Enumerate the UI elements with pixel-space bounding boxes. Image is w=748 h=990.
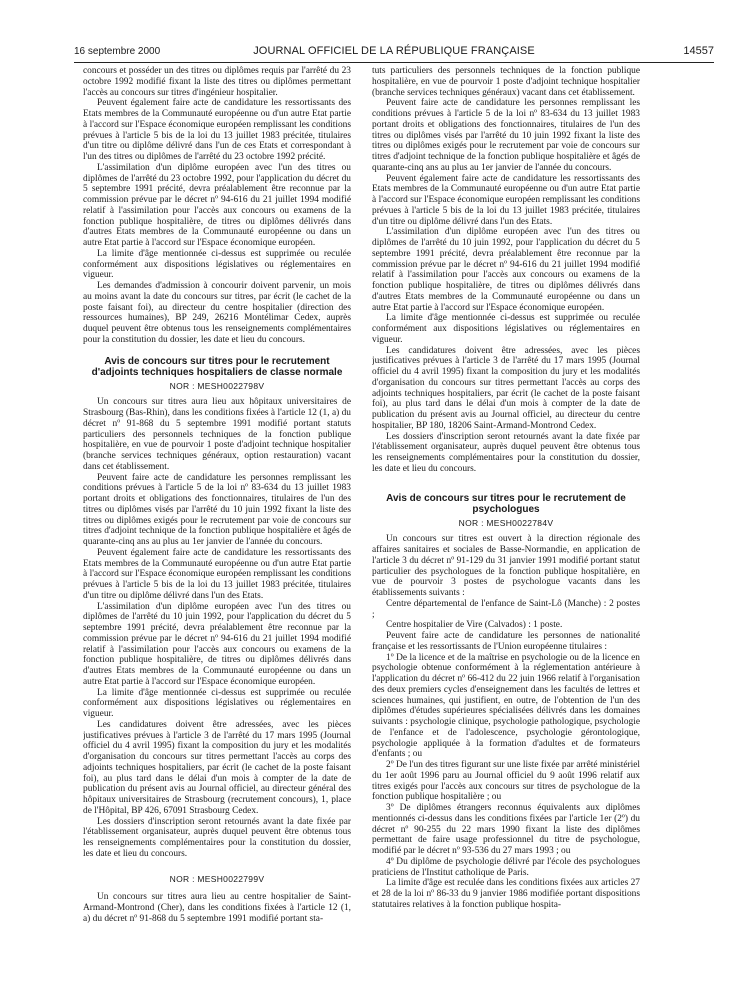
paragraph: Un concours sur titres aura lieu aux hôpitaux universitaires de Strasbourg (Bas-Rhin), dans les conditions fixées à l'article 12 (1, a) du décret nº 91-868 du 5 septembre 1991 modifié portant statuts particuliers des personnels techniques de la fonction publique hospitalière, en vue de pourvoir 1 poste d'adjoint technique hospitalier (branche services techniques généraux, option restauration) vacant dans cet établissement. — [83, 397, 351, 472]
paragraph: Un concours sur titres est ouvert à la direction régionale des affaires sanitaires et sociales de Basse-Normandie, en application de l'article 3 du décret nº 91-129 du 31 janvier 1991 modifié portant statut particulier des psychologues de la fonction publique hospitalière, en vue de pourvoir 3 postes de psychologue vacants dans les établissements suivants : — [372, 534, 640, 598]
right-column — [372, 66, 640, 986]
paragraph: 1º De la licence et de la maîtrise en psychologie ou de la licence en psychologie obtenue conformément à la réglementation antérieure à l'application du décret nº 66-412 du 22 juin 1966 relatif à l'organisation des deux premiers cycles d'enseignement dans les facultés de lettres et sciences humaines, qui justifient, en outre, de l'obtention de l'un des diplômes d'études supérieures spécialisées délivrés dans les domaines suivants : psychologie clinique, psychologie pathologique, psychologie de l'enfance et de l'adolescence, psychologie gérontologique, psychologie appliquée à la formation d'adultes et de formateurs d'enfants ; ou — [372, 652, 640, 760]
paragraph: concours et posséder un des titres ou diplômes requis par l'arrêté du 23 octobre 1992 modifié fixant la liste des titres ou diplômes permettant l'accès au concours sur titres d'ingénieur hospitalier. — [83, 66, 351, 98]
paragraph: 4º Du diplôme de psychologie délivré par l'école des psychologues praticiens de l'Institut catholique de Paris. — [372, 856, 640, 878]
paragraph: Les candidatures doivent être adressées, avec les pièces justificatives prévues à l'article 3 de l'arrêté du 17 mars 1995 (Journal officiel du 4 avril 1995) fixant la composition du jury et les modalités d'organisation du concours sur titres permettant l'accès au corps des adjoints techniques hospitaliers, par écrit (le cachet de la poste faisant foi), au plus tard dans le délai d'un mois à compter de la date de publication du présent avis au Journal officiel, au directeur du centre hospitalier, BP 180, 18206 Saint-Armand-Montrond Cedex. — [372, 345, 640, 431]
paragraph: Peuvent faire acte de candidature les personnes de nationalité française et les ressortissants de l'Union européenne titulaires : — [372, 631, 640, 652]
header-date: 16 septembre 2000 — [74, 46, 161, 57]
paragraph: Peuvent également faire acte de candidature les ressortissants des Etats membres de la Communauté européenne ou d'un autre Etat partie à l'accord sur l'Espace économique européen remplissant les conditions prévues à l'article 5 bis de la loi du 13 juillet 1983 précitée, titulaires d'un titre ou diplôme délivré dans l'un des Etats. — [83, 547, 351, 601]
paragraph: Un concours sur titres aura lieu au centre hospitalier de Saint-Armand-Montrond (Cher), dans les conditions fixées à l'article 12 (1, a) du décret nº 91-868 du 5 septembre 1991 modifié portant sta- — [83, 892, 351, 924]
paragraph: La limite d'âge mentionnée ci-dessus est supprimée ou reculée conformément aux dispositions législatives ou réglementaires en vigueur. — [83, 687, 351, 719]
header-rule — [74, 62, 714, 63]
paragraph: La limite d'âge est reculée dans les conditions fixées aux articles 27 et 28 de la loi nº 86-33 du 9 janvier 1986 modifiée portant dispositions statutaires relatives à la fonction publique hospita- — [372, 878, 640, 910]
notice-title: Avis de concours sur titres pour le recrutement de psychologues — [386, 492, 626, 515]
journal-title: JOURNAL OFFICIEL DE LA RÉPUBLIQUE FRANÇAISE — [253, 45, 535, 57]
paragraph: Les demandes d'admission à concourir doivent parvenir, un mois au moins avant la date du concours sur titres, par écrit (le cachet de la poste faisant foi), au directeur du centre hospitalier (direction des ressources humaines), BP 249, 26216 Montélimar Cedex, auprès duquel peuvent être obtenus tous les renseignements complémentaires pour la constitution du dossier, les date et lieu du concours. — [83, 281, 351, 345]
paragraph: Peuvent faire acte de candidature les personnes remplissant les conditions prévues à l'article 5 de la loi nº 83-634 du 13 juillet 1983 portant droits et obligations des fonctionnaires, titulaires de l'un des titres ou diplômes visés par l'arrêté du 10 juin 1992 fixant la liste des titres ou diplômes exigés pour le recrutement par voie de concours sur titres d'adjoint technique de la fonction publique hospitalière et âgés de quarante-cinq ans au plus au 1er janvier de l'année du concours. — [372, 98, 640, 173]
paragraph: 3º De diplômes étrangers reconnus équivalents aux diplômes mentionnés ci-dessus dans les conditions fixées par l'article 1er (2º) du décret nº 90-255 du 22 mars 1990 fixant la liste des diplômes permettant de faire usage professionnel du titre de psychologue, modifié par le décret nº 93-536 du 27 mars 1993 ; ou — [372, 803, 640, 856]
paragraph: Les dossiers d'inscription seront retournés avant la date fixée par l'établissement organisateur, auprès duquel peuvent être obtenus tous les renseignements complémentaires pour la constitution du dossier, les date et lieu du concours. — [83, 816, 351, 859]
notice-title: Avis de concours sur titres pour le recrutement d'adjoints techniques hospitaliers de classe normale — [91, 355, 343, 378]
left-column — [83, 66, 351, 986]
nor-reference: NOR : MESH0022798V — [169, 380, 265, 391]
paragraph: Centre hospitalier de Vire (Calvados) : 1 poste. — [386, 620, 563, 631]
paragraph: Peuvent également faire acte de candidature les ressortissants des Etats membres de la Communauté européenne ou d'un autre Etat partie à l'accord sur l'Espace économique européen remplissant les conditions prévues à l'article 5 bis de la loi du 13 juillet 1983 précitée, titulaires d'un titre ou diplôme délivré dans l'un des Etats. — [372, 173, 640, 227]
paragraph: La limite d'âge mentionnée ci-dessus est supprimée ou reculée conformément aux dispositions législatives ou réglementaires en vigueur. — [83, 248, 351, 281]
nor-reference: NOR : MESH0022799V — [169, 873, 265, 884]
paragraph: L'assimilation d'un diplôme européen avec l'un des titres ou diplômes de l'arrêté du 10 juin 1992, pour l'application du décret du 5 septembre 1991 précité, devra préalablement être reconnue par la commission prévue par le décret nº 94-616 du 21 juillet 1994 modifié relatif à l'assimilation pour l'accès aux concours ou examens de la fonction publique hospitalière, de titres ou diplômes délivrés dans d'autres Etats membres de la Communauté européenne ou dans un autre Etat partie à l'accord sur l'Espace économique européen. — [83, 601, 351, 687]
paragraph: Centre départemental de l'enfance de Saint-Lô (Manche) : 2 postes ; — [372, 598, 640, 620]
paragraph: 2º De l'un des titres figurant sur une liste fixée par arrêté ministériel du 1er août 1996 paru au Journal officiel du 9 août 1996 relatif aux titres exigés pour l'accès aux concours sur titres de psychologue de la fonction publique hospitalière ; ou — [372, 760, 640, 803]
paragraph: L'assimilation d'un diplôme européen avec l'un des titres ou diplômes de l'arrêté du 23 octobre 1992, pour l'application du décret du 5 septembre 1991 précité, devra préalablement être reconnue par la commission prévue par le décret nº 94-616 du 21 juillet 1994 modifié relatif à l'assimilation pour l'accès aux concours ou examens de la fonction publique hospitalière, de titres ou diplômes délivrés dans d'autres Etats membres de la Communauté européenne ou dans un autre Etat partie à l'accord sur l'Espace économique européen. — [83, 162, 351, 248]
paragraph: tuts particuliers des personnels techniques de la fonction publique hospitalière, en vue de pourvoir 1 poste d'adjoint technique hospitalier (branche services techniques généraux) vacant dans cet établissement. — [372, 66, 640, 98]
paragraph: Peuvent également faire acte de candidature les ressortissants des Etats membres de la Communauté européenne ou d'un autre Etat partie à l'accord sur l'Espace économique européen remplissant les conditions prévues à l'article 5 bis de la loi du 13 juillet 1983 précitée, titulaires d'un titre ou diplôme délivré dans l'un de ces Etats et correspondant à l'un des titres ou diplômes de l'arrêté du 23 octobre 1992 précité. — [83, 98, 351, 162]
paragraph: L'assimilation d'un diplôme européen avec l'un des titres ou diplômes de l'arrêté du 10 juin 1992, pour l'application du décret du 5 septembre 1991 précité, devra préalablement être reconnue par la commission prévue par le décret nº 94-616 du 21 juillet 1994 modifié relatif à l'assimilation pour l'accès aux concours ou examens de la fonction publique hospitalière, de titres ou diplômes délivrés dans d'autres Etats membres de la Communauté européenne ou dans un autre Etat partie à l'accord sur l'Espace économique européen. — [372, 227, 640, 313]
page-number: 14557 — [683, 45, 714, 57]
paragraph: Peuvent faire acte de candidature les personnes remplissant les conditions prévues à l'article 5 de la loi nº 83-634 du 13 juillet 1983 portant droits et obligations des fonctionnaires, titulaires de l'un des titres ou diplômes visés par l'arrêté du 10 juin 1992 fixant la liste des titres ou diplômes exigés pour le recrutement par voie de concours sur titres d'adjoint technique de la fonction publique hospitalière et âgés de quarante-cinq ans au plus au 1er janvier de l'année du concours. — [83, 472, 351, 547]
paragraph: La limite d'âge mentionnée ci-dessus est supprimée ou reculée conformément aux dispositions législatives ou réglementaires en vigueur. — [372, 313, 640, 345]
nor-reference: NOR : MESH0022784V — [458, 517, 554, 528]
paragraph: Les candidatures doivent être adressées, avec les pièces justificatives prévues à l'article 3 de l'arrêté du 17 mars 1995 (Journal officiel du 4 avril 1995) fixant la composition du jury et les modalités d'organisation du concours sur titres permettant l'accès au corps des adjoints techniques hospitaliers, par écrit (le cachet de la poste faisant foi), au plus tard dans le délai d'un mois à compter de la date de publication du présent avis au Journal officiel, au directeur général des hôpitaux universitaires de Strasbourg (recrutement concours), 1, place de l'Hôpital, BP 426, 67091 Strasbourg Cedex. — [83, 719, 351, 816]
page-header — [74, 44, 714, 60]
paragraph: Les dossiers d'inscription seront retournés avant la date fixée par l'établissement organisateur, auprès duquel peuvent être obtenus tous les renseignements complémentaires pour la constitution du dossier, les date et lieu du concours. — [372, 431, 640, 474]
